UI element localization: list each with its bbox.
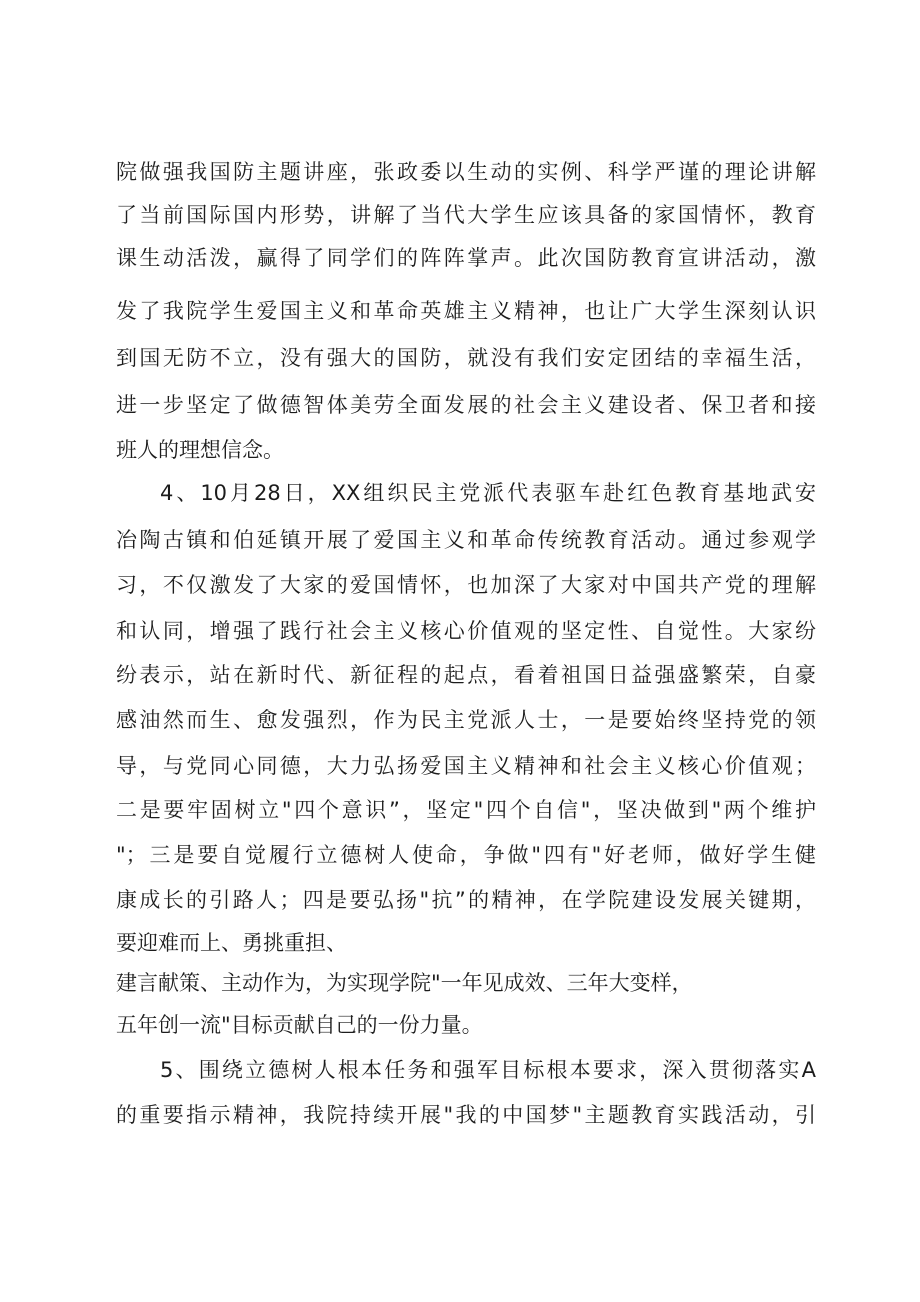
paragraph-line: 冶陶古镇和伯延镇开展了爱国主义和革命传统教育活动。通过参观学 xyxy=(116,528,816,552)
paragraph-line: 了当前国际国内形势，讲解了当代大学生应该具备的家国情怀，教育 xyxy=(116,203,816,227)
paragraph-line: 课生动活泼，赢得了同学们的阵阵掌声。此次国防教育宣讲活动，激 xyxy=(116,246,816,270)
paragraph-line: 发了我院学生爱国主义和革命英雄主义精神，也让广大学生深刻认识 xyxy=(116,299,816,323)
paragraph-line: 和认同，增强了践行社会主义核心价值观的坚定性、自觉性。大家纷 xyxy=(116,619,816,643)
paragraph-line-indented: 5、围绕立德树人根本任务和强军目标根本要求，深入贯彻落实A xyxy=(160,1058,816,1082)
paragraph-line: 感油然而生、愈发强烈，作为民主党派人士，一是要始终坚持党的领 xyxy=(116,708,816,732)
paragraph-line: 的重要指示精神，我院持续开展"我的中国梦"主题教育实践活动，引 xyxy=(116,1103,816,1127)
paragraph-line: 院做强我国防主题讲座，张政委以生动的实例、科学严谨的理论讲解 xyxy=(116,160,816,184)
paragraph-line: 二是要牢固树立"四个意识”，坚定"四个自信"，坚决做到"两个维护 xyxy=(116,798,816,822)
paragraph-line: 导，与党同心同德，大力弘扬爱国主义精神和社会主义核心价值观； xyxy=(116,754,816,778)
paragraph-line: 班人的理想信念。 xyxy=(116,438,284,462)
paragraph-line: 到国无防不立，没有强大的国防，就没有我们安定团结的幸福生活， xyxy=(116,346,816,370)
paragraph-line: 康成长的引路人；四是要弘扬"抗”的精神，在学院建设发展关键期， xyxy=(116,888,816,912)
paragraph-line: 纷表示，站在新时代、新征程的起点，看着祖国日益强盛繁荣，自豪 xyxy=(116,663,816,687)
paragraph-line: 进一步坚定了做德智体美劳全面发展的社会主义建设者、保卫者和接 xyxy=(116,393,816,417)
paragraph-line: 建言献策、主动作为，为实现学院"一年见成效、三年大变样， xyxy=(116,971,693,995)
paragraph-line: 习，不仅激发了大家的爱国情怀，也加深了大家对中国共产党的理解 xyxy=(116,573,816,597)
paragraph-line: 五年创一流"目标贡献自己的一份力量。 xyxy=(116,1013,483,1037)
paragraph-line-indented: 4、10月28日，XX组织民主党派代表驱车赴红色教育基地武安 xyxy=(160,481,816,505)
paragraph-line: "；三是要自觉履行立德树人使命，争做"四有"好老师，做好学生健 xyxy=(116,843,816,867)
paragraph-line: 要迎难而上、勇挑重担、 xyxy=(116,931,347,955)
